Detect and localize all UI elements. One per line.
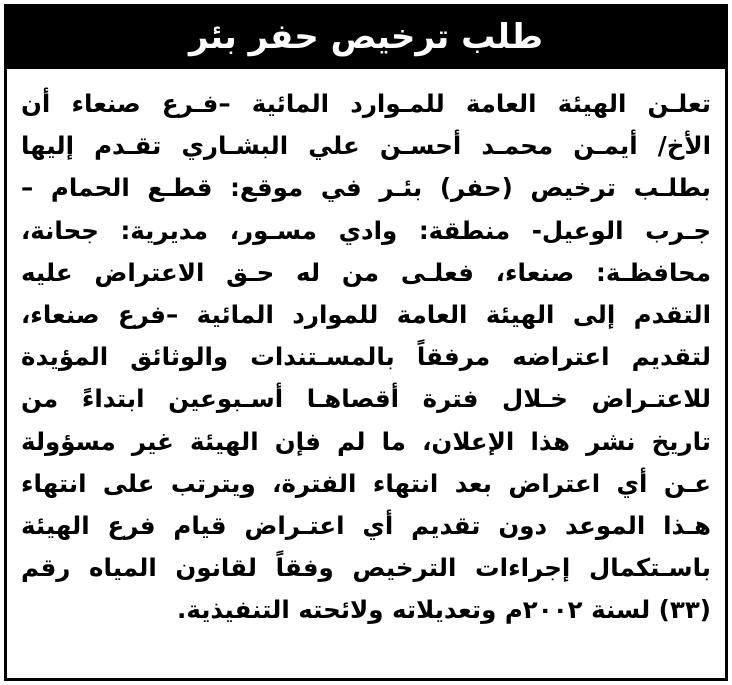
notice-box xyxy=(4,4,728,681)
notice-line-1: تعلـن الهيئة العامة للمـوارد المائية –فـرع صنعاء أن xyxy=(21,89,711,118)
notice-title: طلب ترخيص حفر بئر xyxy=(188,17,543,57)
notice-line-5: محافظـة: صنعاء، فعلـى من له حـق الاعتراض عليه xyxy=(21,257,711,287)
notice-line-3: بطلـب ترخيص (حفر) بئـر في موقع: قطـع الحمام – xyxy=(21,173,711,203)
notice-line-4: جـرب الوعيل- منطقة: وادي مسـور، مديرية: جحانة، xyxy=(21,215,711,245)
notice-header-bar xyxy=(7,7,725,69)
notice-line-6: التقدم إلى الهيئة العامة للموارد المائية –فرع صنعاء، xyxy=(21,299,711,329)
notice-line-8: للاعتـراض خـلال فترة أقصاهـا أسـبوعين ابتداءً من xyxy=(21,384,711,414)
notice-line-12: باسـتكمال إجراءات الترخيص وفقاً لقانون المياه رقم xyxy=(21,553,711,583)
notice-line-2: الأخ/ أيمـن محمـد أحسـن علي البشـاري تقـدم إليها xyxy=(21,131,711,161)
notice-line-13: (٣٣) لسنة ٢٠٠٢م وتعديلاته ولائحته التنفيذية. xyxy=(177,595,711,625)
notice-body xyxy=(21,83,711,631)
notice-line-7: لتقديم اعتراضه مرفقاً بالمسـتندات والوثائق المؤيدة xyxy=(21,342,711,372)
notice-line-11: هـذا الموعد دون تقديم أي اعتـراض قيام فرع الهيئة xyxy=(21,510,711,540)
notice-line-10: عـن أي اعتراض بعد انتهاء الفترة، ويترتب على انتهاء xyxy=(21,468,711,498)
notice-line-9: تاريخ نشر هذا الإعلان، ما لم فإن الهيئة غير مسؤولة xyxy=(21,426,711,456)
